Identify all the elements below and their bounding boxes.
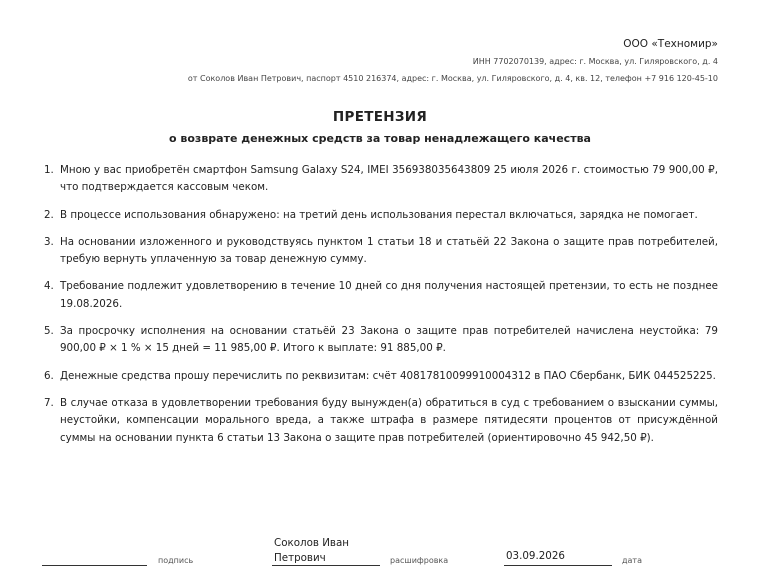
signature-label: подпись [158, 556, 194, 565]
item-text: В случае отказа в удовлетворении требования буду вынужден(а) обратиться в суд с требованием о взыскании суммы, неустойки, компенсации морального вреда, а также штрафа в размере пятидесяти процентов от присуждённой суммы на основании пункта 6 статьи 13 Закона о защите прав потребителей (ориентировочно 45 942,50 ₽). [60, 396, 718, 444]
signature-date: 03.09.2026 [506, 550, 565, 562]
claim-item-4 [44, 278, 718, 313]
item-number: 3. [44, 235, 54, 248]
document-title: ПРЕТЕНЗИЯ [332, 109, 428, 125]
claim-item-3 [44, 234, 718, 269]
claim-items-list [44, 162, 718, 457]
name-label: расшифровка [390, 556, 449, 565]
claim-item-5 [44, 323, 718, 358]
item-number: 1. [44, 164, 54, 176]
item-text: Денежные средства прошу перечислить по реквизитам: счёт 40817810099910004312 в ПАО Сбербанк, БИК 044525225. [60, 369, 716, 382]
signer-name: Соколов Иван Петрович [274, 537, 350, 564]
date-label: дата [622, 556, 642, 565]
item-text: В процессе использования обнаружено: на третий день использования перестал включаться, зарядка не помогает. [60, 208, 698, 221]
item-text: Требование подлежит удовлетворению в течение 10 дней со дня получения настоящей претензии, то есть не позднее 19.08.2026. [60, 280, 718, 310]
recipient-org: ООО «Техномир» [623, 38, 718, 50]
item-text: На основании изложенного и руководствуясь пунктом 1 статьи 18 и статьёй 22 Закона о защите прав потребителей, требую вернуть уплаченную за товар денежную сумму. [60, 235, 718, 266]
name-line [272, 565, 380, 566]
document-subtitle: о возврате денежных средств за товар ненадлежащего качества [169, 132, 591, 145]
item-text: За просрочку исполнения на основании статьёй 23 Закона о защите прав потребителей начислена неустойка: 79 900,00 ₽ × 1 % × 15 дней = 11 985,00 ₽. Итого к выплате: 91 885,00 ₽. [60, 325, 718, 355]
item-number: 5. [44, 325, 54, 338]
claim-item-6 [44, 368, 718, 385]
item-number: 2. [44, 208, 54, 221]
item-number: 4. [44, 280, 54, 293]
claim-item-1 [44, 162, 718, 197]
signature-line [42, 565, 147, 566]
item-text: Мною у вас приобретён смартфон Samsung Galaxy S24, IMEI 356938035643809 25 июля 2026 г. стоимостью 79 900,00 ₽, что подтверждается кассовым чеком. [60, 164, 718, 194]
claim-item-7 [44, 395, 718, 447]
document-header [188, 38, 718, 91]
item-number: 7. [44, 396, 54, 409]
item-number: 6. [44, 369, 54, 382]
signature-block [0, 530, 760, 578]
sender-details: от Соколов Иван Петрович, паспорт 4510 216374, адрес: г. Москва, ул. Гиляровского, д. 4, кв. 12, телефон +7 916 120-45-10 [187, 74, 718, 83]
recipient-details: ИНН 7702070139, адрес: г. Москва, ул. Гиляровского, д. 4 [472, 57, 718, 66]
date-line [504, 565, 612, 566]
claim-item-2 [44, 207, 718, 224]
